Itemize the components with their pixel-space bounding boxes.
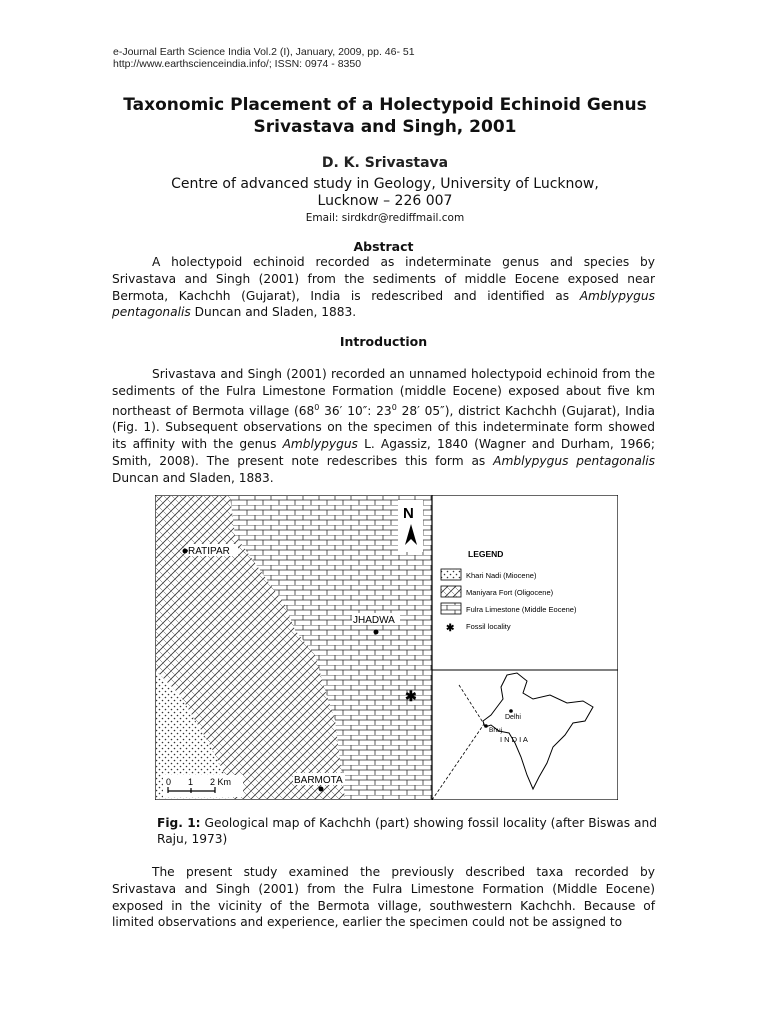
geological-map-figure (155, 495, 618, 800)
legend-fossil: Fossil locality (466, 622, 511, 631)
abstract-heading: Abstract (353, 239, 414, 254)
scale-one: 1 (188, 777, 194, 787)
north-label: N (403, 505, 414, 522)
legend-miocene: Khari Nadi (Miocene) (466, 571, 537, 580)
intro-text-c: 28′ 05″), district Kachchh (Gujarat), India (Fig. 1). Subsequent observations on the specimen of this indeterminate form showed its affinity with the genus (112, 403, 655, 452)
ratipar-label: RATIPAR (188, 546, 230, 557)
legend-swatch-miocene (441, 569, 461, 580)
intro-text-e: Duncan and Sladen, 1883. (112, 470, 274, 485)
scale-zero: 0 (166, 777, 172, 787)
legend-limestone: Fulra Limestone (Middle Eocene) (466, 605, 577, 614)
legend-oligocene: Maniyara Fort (Oligocene) (466, 588, 554, 597)
delhi-marker (509, 709, 513, 713)
introduction-paragraph-2 (112, 864, 655, 931)
introduction-paragraph-1 (112, 366, 655, 487)
abstract-text-end: Duncan and Sladen, 1883. (190, 305, 357, 320)
bhuj-label: Bhuj (489, 727, 503, 734)
ratipar-marker (183, 549, 188, 554)
jhadwa-marker (374, 630, 379, 635)
caption-label: Fig. 1: (157, 816, 201, 830)
intro-text-a: Srivastava and Singh (2001) recorded an unnamed holectypoid echinoid from the sediments of the Fulra Limestone Formation (middle Eocene) exposed about five km northeast of Bermota village (68 (112, 367, 655, 418)
figure-caption (157, 815, 657, 847)
abstract-body (112, 254, 655, 321)
journal-citation: e-Journal Earth Science India Vol.2 (I), January, 2009, pp. 46- 51 (113, 46, 415, 58)
degree-sup-1: 0 (314, 402, 320, 412)
barmota-label: BARMOTA (294, 775, 343, 786)
journal-url: http://www.earthscienceindia.info/; ISSN: 0974 - 8350 (113, 58, 362, 70)
degree-sup-2: 0 (391, 402, 397, 412)
title-line-1: Taxonomic Placement of a Holectypoid Echinoid Genus (123, 95, 647, 115)
caption-text: Geological map of Kachchh (part) showing fossil locality (after Biswas and Raju, 1973) (157, 816, 657, 846)
intro-genus: Amblypygus (282, 437, 358, 452)
scale-two: 2 Km (210, 777, 232, 787)
legend-title: LEGEND (468, 549, 504, 559)
author-email: Email: sirdkdr@rediffmail.com (305, 212, 465, 224)
india-label: I N D I A (500, 735, 528, 744)
introduction-heading: Introduction (339, 334, 428, 349)
intro-species: Amblypygus pentagonalis (493, 454, 655, 469)
intro-text-d: L. Agassiz, 1840 (Wagner and Durham, 1966; Smith, 2008). The present note redescribes this form as (112, 437, 655, 469)
affiliation-line-1: Centre of advanced study in Geology, University of Lucknow, (171, 176, 599, 192)
affiliation-line-2: Lucknow – 226 007 (317, 193, 453, 209)
bhuj-marker (484, 724, 488, 728)
intro-p2-text: The present study examined the previously described taxa recorded by Srivastava and Singh (2001) from the Fulra Limestone Formation (Middle Eocene) exposed in the vicinity of the Bermota village, southwestern Kachchh. Because of limited observations and experience, earlier the specimen could not be assigned to (112, 865, 655, 930)
author-name: D. K. Srivastava (321, 155, 449, 171)
barmota-marker (319, 787, 324, 792)
legend-swatch-limestone (441, 603, 461, 614)
legend-swatch-oligocene (441, 586, 461, 597)
legend-star-icon: ✱ (446, 623, 455, 634)
fossil-locality-marker-icon: ✱ (405, 688, 417, 704)
abstract-species: Amblypygus pentagonalis (112, 288, 655, 320)
abstract-text: A holectypoid echinoid recorded as indeterminate genus and species by Srivastava and Singh (2001) from the sediments of middle Eocene exposed near Bermota, Kachchh (Gujarat), India is redescribed and identified as (112, 255, 655, 303)
jhadwa-label: JHADWA (353, 615, 395, 626)
delhi-label: Delhi (505, 714, 521, 721)
paper-title (80, 94, 690, 138)
title-line-2: Srivastava and Singh, 2001 (253, 117, 517, 137)
intro-text-b: 36′ 10″: 23 (319, 403, 392, 418)
